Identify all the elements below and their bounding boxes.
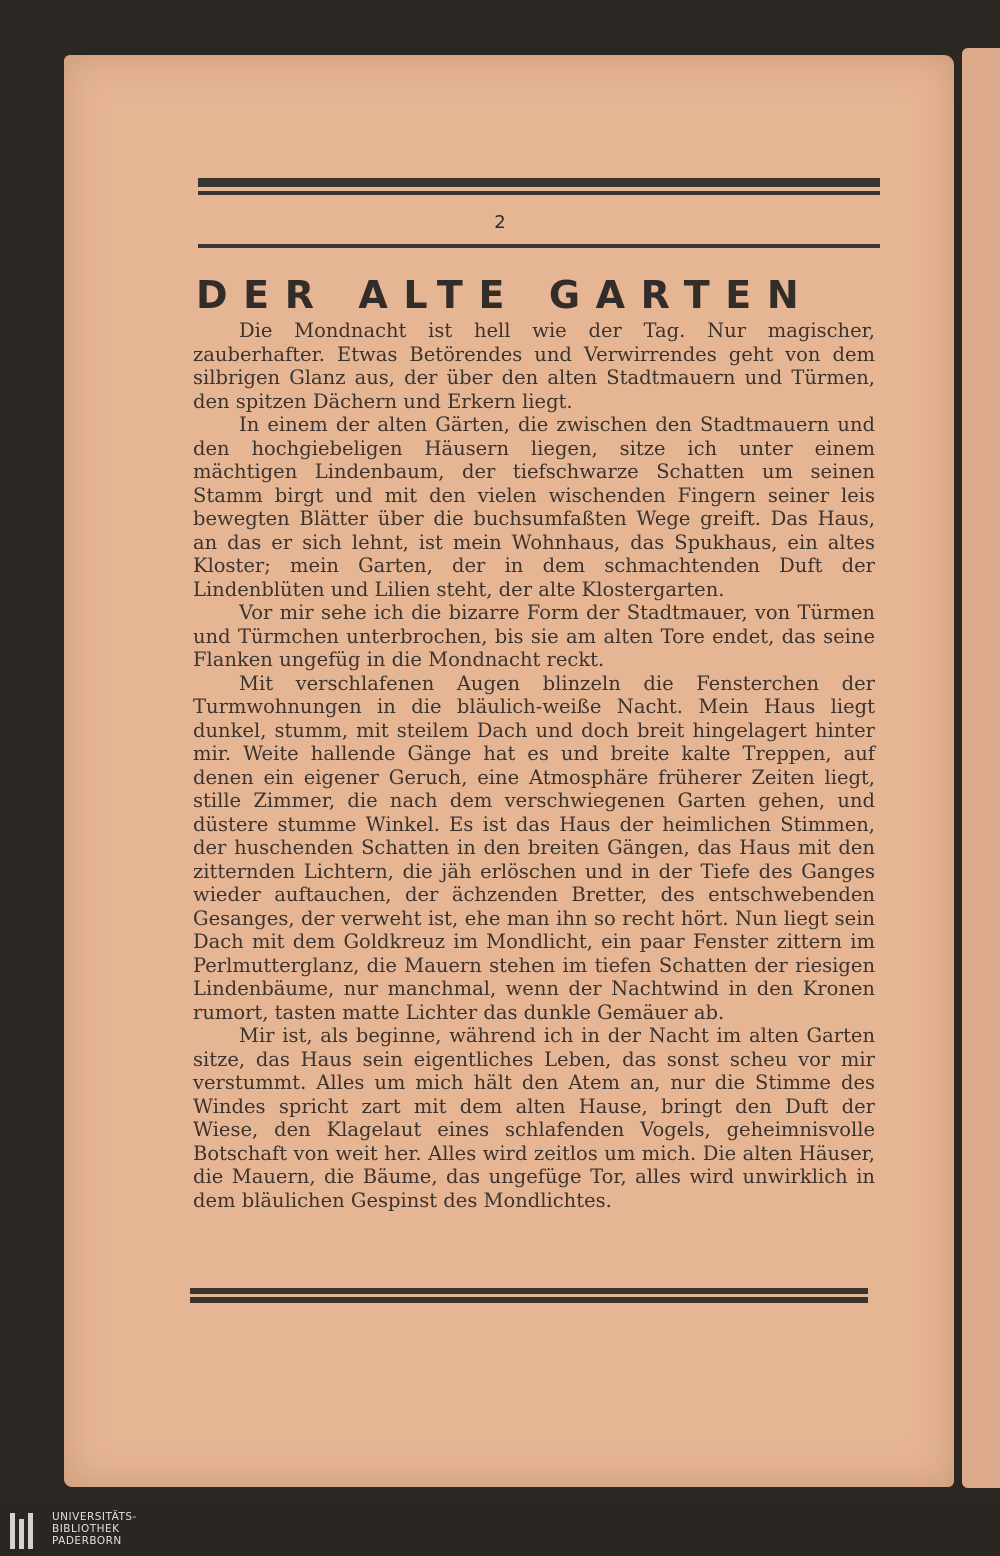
page-heading: DER ALTE GARTEN bbox=[196, 273, 815, 317]
paragraph: Vor mir sehe ich die bizarre Form der Stadtmauer, von Türmen und Türmchen unterbrochen, bis sie am alten Tore endet, das seine Flanken ungefüg in die Mondnacht reckt. bbox=[193, 601, 875, 671]
paragraph: In einem der alten Gärten, die zwischen den Stadtmauern und den hochgiebeligen Häusern liegen, sitze ich unter einem mächtigen Lindenbaum, der tiefschwarze Schatten um seinen Stamm birgt und mit den vielen wischenden Fingern seiner leis bewegten Blätter über die buchsumfaßten Wege greift. Das Haus, an das er sich lehnt, ist mein Wohnhaus, das Spukhaus, ein altes Kloster; mein Garten, der in dem schmachtenden Duft der Lindenblüten und Lilien steht, der alte Klostergarten. bbox=[193, 413, 875, 601]
page-number: 2 bbox=[494, 212, 506, 233]
header-rule bbox=[198, 244, 880, 248]
bottom-rule-lower bbox=[190, 1297, 868, 1303]
top-rule-thin bbox=[198, 191, 880, 195]
paragraph: Die Mondnacht ist hell wie der Tag. Nur magischer, zauberhafter. Etwas Betörendes und Verwirrendes geht von dem silbrigen Glanz aus, der über den alten Stadtmauern und Türmen, den spitzen Dächern und Erkern liegt. bbox=[193, 319, 875, 413]
top-rule-thick bbox=[198, 178, 880, 187]
paragraph: Mit verschlafenen Augen blinzeln die Fensterchen der Turmwohnungen in die bläulich-weiße Nacht. Mein Haus liegt dunkel, stumm, mit steilem Dach und doch breit hingelagert hinter mir. Weite hallende Gänge hat es und breite kalte Treppen, auf denen ein eigener Geruch, eine Atmosphäre früherer Zeiten liegt, stille Zimmer, die nach dem verschwiegenen Garten gehen, und düstere stumme Winkel. Es ist das Haus der heimlichen Stimmen, der huschenden Schatten in den breiten Gängen, das Haus mit den zitternden Lichtern, die jäh erlöschen und in der Tiefe des Ganges wieder auftauchen, der ächzenden Bretter, des entschwebenden Gesanges, der verweht ist, ehe man ihn so recht hört. Nun liegt sein Dach mit dem Goldkreuz im Mondlicht, ein paar Fenster zittern im Perlmutterglanz, die Mauern stehen im tiefen Schatten der riesigen Lindenbäume, nur manchmal, wenn der Nachtwind in den Kronen rumort, tasten matte Lichter das dunkle Gemäuer ab. bbox=[193, 671, 875, 1024]
logo-line-3: PADERBORN bbox=[52, 1535, 122, 1547]
bottom-rule-upper bbox=[190, 1288, 868, 1294]
logo-line-1: UNIVERSITÄTS- bbox=[52, 1511, 137, 1523]
body-text bbox=[193, 319, 875, 1212]
library-logo-icon bbox=[10, 1513, 40, 1549]
paragraph: Mir ist, als beginne, während ich in der Nacht im alten Garten sitze, das Haus sein eigentliches Leben, das sonst scheu vor mir verstummt. Alles um mich hält den Atem an, nur die Stimme des Windes spricht zart mit dem alten Hause, bringt den Duft der Wiese, den Klagelaut eines schlafenden Vogels, geheimnisvolle Botschaft von weit her. Alles wird zeitlos um mich. Die alten Häuser, die Mauern, die Bäume, das ungefüge Tor, alles wird unwirklich in dem bläulichen Gespinst des Mondlichtes. bbox=[193, 1024, 875, 1212]
footer-bar bbox=[0, 1505, 1000, 1556]
library-logo-text bbox=[52, 1511, 137, 1547]
logo-line-2: BIBLIOTHEK bbox=[52, 1523, 120, 1535]
next-page-edge bbox=[962, 48, 1000, 1488]
